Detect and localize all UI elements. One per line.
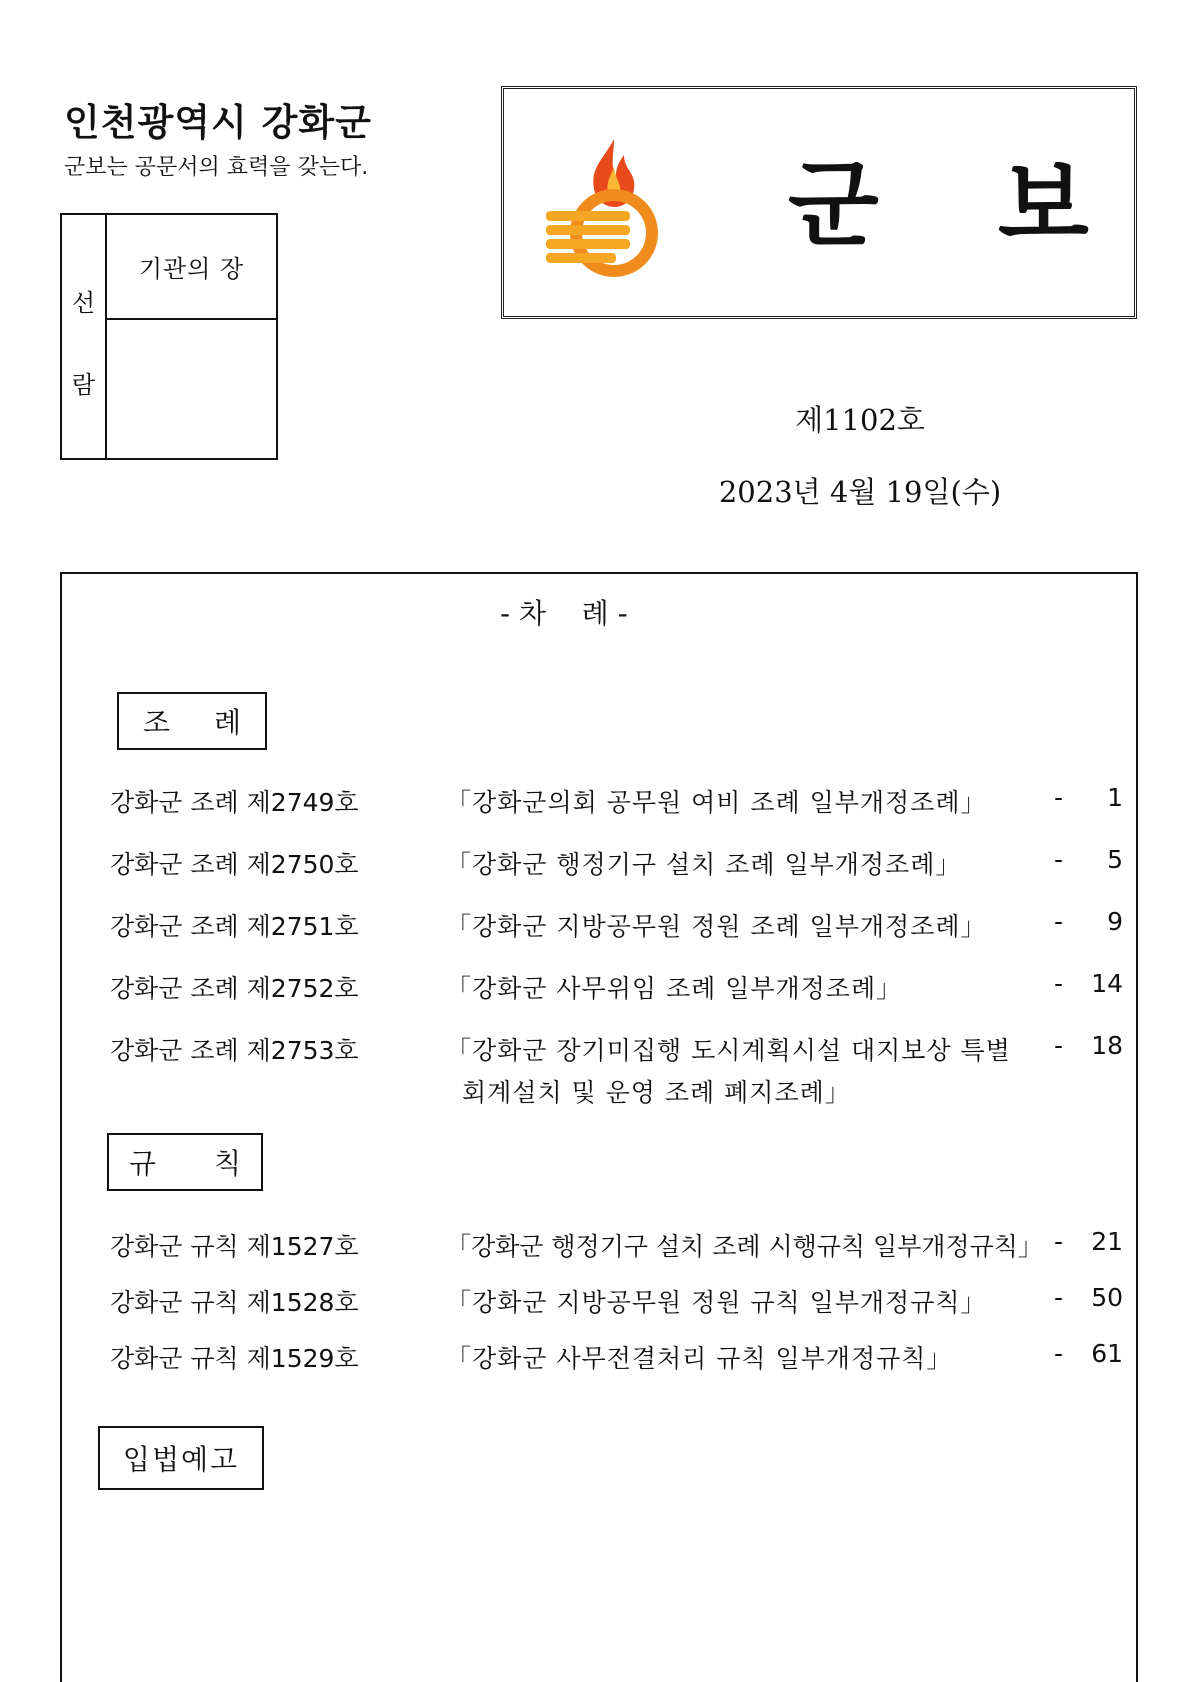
toc-item-title[interactable]: 「강화군의회 공무원 여비 조례 일부개정조례」 — [446, 788, 987, 817]
toc-item-title-continued[interactable]: 회계설치 및 운영 조례 폐지조례」 — [462, 1078, 851, 1107]
masthead-title-char: 보 — [998, 151, 1089, 260]
review-head-cell — [107, 215, 276, 320]
masthead-title-char: 군 — [788, 151, 879, 260]
toc-item-title[interactable]: 「강화군 행정기구 설치 조례 시행규칙 일부개정규칙」 — [446, 1232, 1043, 1261]
section-label-char: 칙 — [213, 1147, 241, 1180]
section-label-legislative-notice — [98, 1426, 264, 1490]
section-label-text: 입법예고 — [122, 1443, 240, 1476]
review-signature-cell — [107, 320, 276, 458]
toc-item-page: 14 — [1091, 969, 1123, 998]
toc-item-page: 1 — [1107, 783, 1123, 812]
toc-item-dash: - — [1054, 969, 1064, 998]
toc-item-page: 5 — [1107, 845, 1123, 874]
toc-item-number: 강화군 조례 제2750호 — [110, 850, 359, 879]
section-label-char: 례 — [213, 706, 241, 739]
toc-item-title[interactable]: 「강화군 지방공무원 정원 조례 일부개정조례」 — [446, 912, 987, 941]
toc-item-page: 61 — [1091, 1339, 1123, 1368]
issue-date: 2023년 4월 19일(수) — [718, 475, 1002, 509]
toc-heading: - 차 례 - — [500, 597, 628, 630]
toc-item-title[interactable]: 「강화군 행정기구 설치 조례 일부개정조례」 — [446, 850, 962, 879]
toc-item-title[interactable]: 「강화군 사무전결처리 규칙 일부개정규칙」 — [446, 1344, 953, 1373]
toc-item-number: 강화군 조례 제2752호 — [110, 974, 359, 1003]
section-label-char: 규 — [129, 1147, 157, 1180]
publisher-name: 인천광역시 강화군 — [64, 101, 372, 144]
section-label-char: 조 — [143, 706, 171, 739]
review-box — [60, 213, 278, 460]
review-side-char: 람 — [71, 371, 96, 399]
toc-item-dash: - — [1054, 1283, 1064, 1312]
county-emblem-logo — [544, 137, 672, 277]
legal-notice: 군보는 공문서의 효력을 갖는다. — [64, 155, 369, 180]
review-side-column — [62, 215, 107, 458]
review-head-label: 기관의 장 — [138, 255, 245, 283]
toc-item-title[interactable]: 「강화군 사무위임 조례 일부개정조례」 — [446, 974, 903, 1003]
toc-item-dash: - — [1054, 1031, 1064, 1060]
toc-item-dash: - — [1054, 1339, 1064, 1368]
toc-item-dash: - — [1054, 845, 1064, 874]
toc-item-page: 50 — [1091, 1283, 1123, 1312]
toc-item-number: 강화군 조례 제2751호 — [110, 912, 359, 941]
toc-item-number: 강화군 규칙 제1529호 — [110, 1344, 359, 1373]
toc-item-dash: - — [1054, 907, 1064, 936]
toc-item-dash: - — [1054, 1227, 1064, 1256]
issue-number: 제1102호 — [795, 403, 925, 437]
toc-item-title[interactable]: 「강화군 장기미집행 도시계획시설 대지보상 특별 — [446, 1036, 1011, 1065]
review-side-char: 선 — [71, 289, 96, 317]
toc-item-dash: - — [1054, 783, 1064, 812]
toc-item-number: 강화군 규칙 제1528호 — [110, 1288, 359, 1317]
masthead — [501, 86, 1137, 319]
toc-item-page: 18 — [1091, 1031, 1123, 1060]
section-label-ordinances — [117, 692, 267, 750]
toc-item-page: 9 — [1107, 907, 1123, 936]
toc-item-number: 강화군 규칙 제1527호 — [110, 1232, 359, 1261]
toc-item-title[interactable]: 「강화군 지방공무원 정원 규칙 일부개정규칙」 — [446, 1288, 987, 1317]
toc-item-number: 강화군 조례 제2753호 — [110, 1036, 359, 1065]
section-label-rules — [107, 1133, 263, 1191]
toc-item-page: 21 — [1091, 1227, 1123, 1256]
toc-item-number: 강화군 조례 제2749호 — [110, 788, 359, 817]
